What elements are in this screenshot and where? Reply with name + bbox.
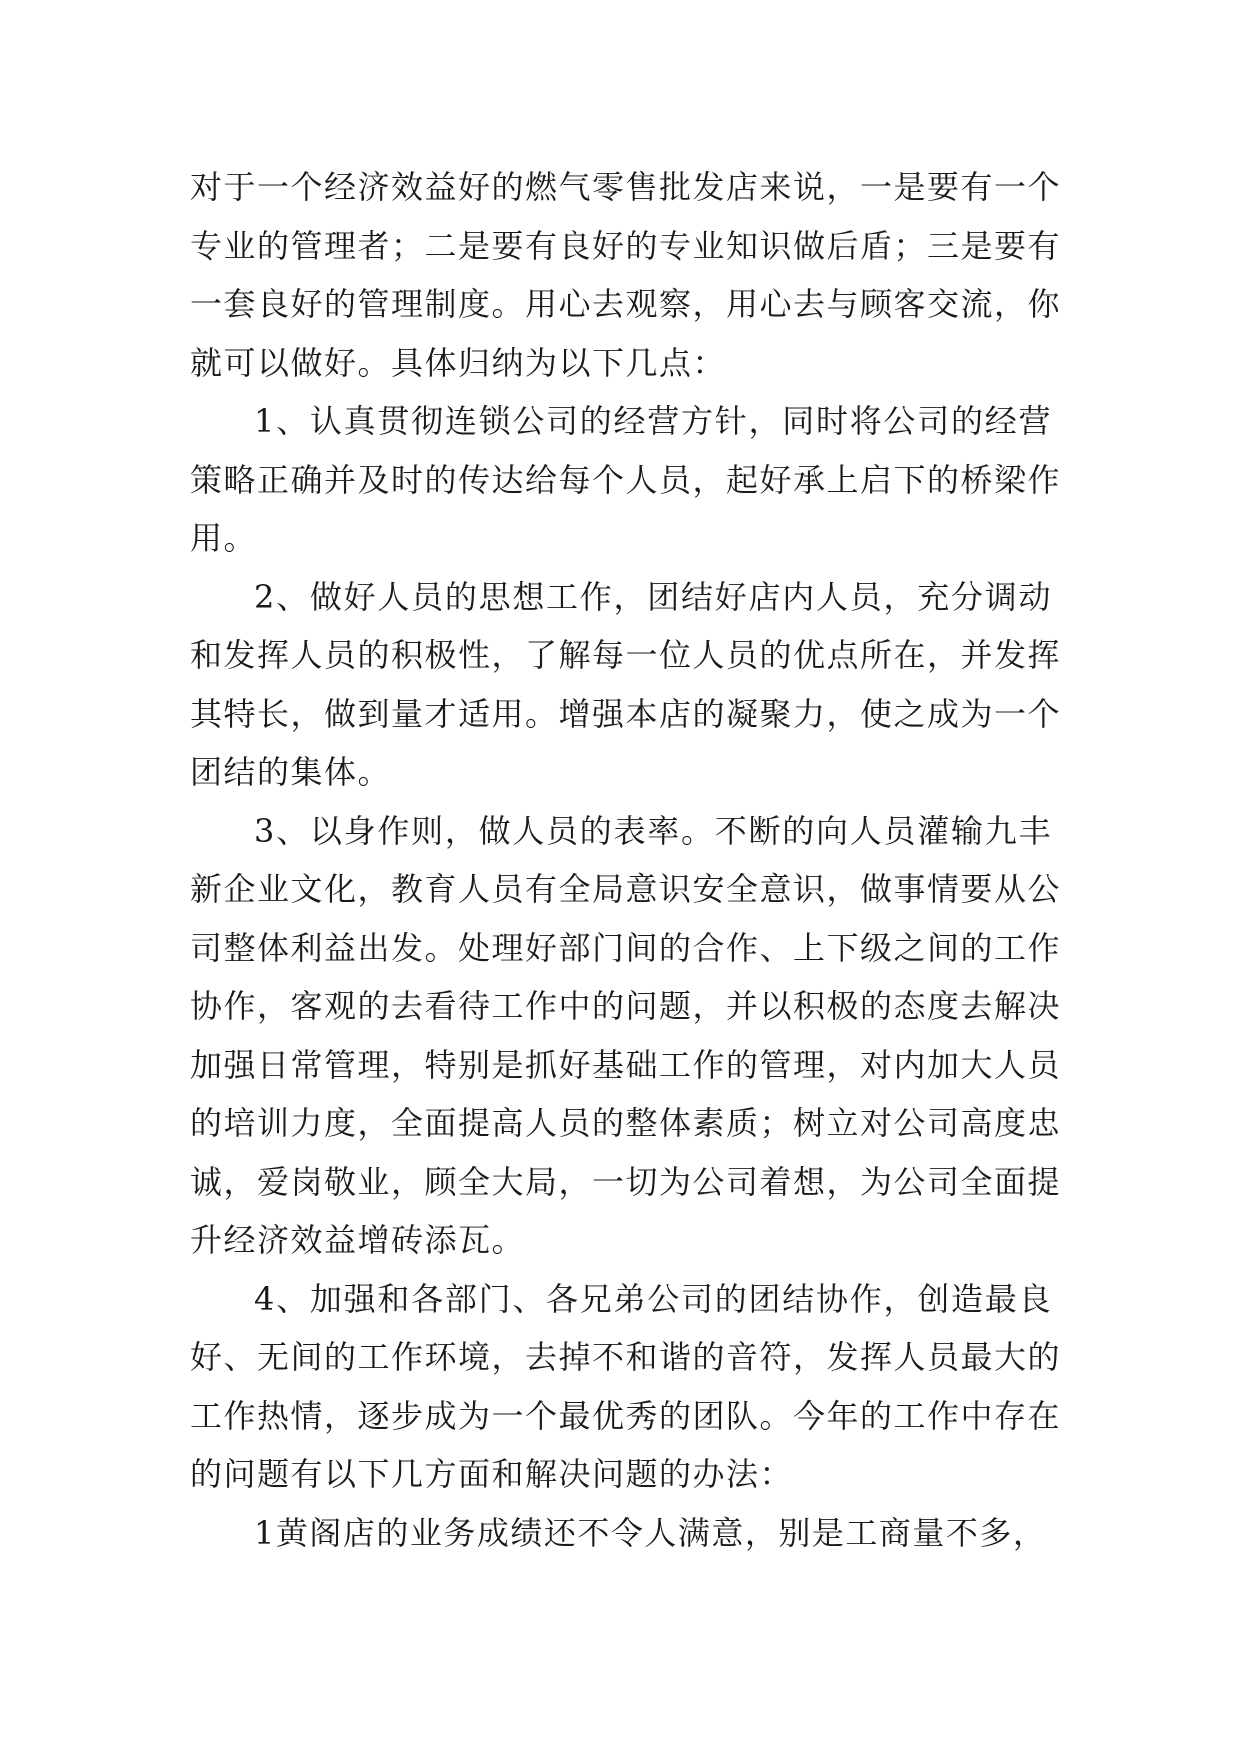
text-line: 诚，爱岗敬业，顾全大局，一切为公司着想，为公司全面提: [190, 1162, 1062, 1201]
text-line: 加强日常管理，特别是抓好基础工作的管理，对内加大人员: [190, 1045, 1062, 1084]
text-line: 和发挥人员的积极性，了解每一位人员的优点所在，并发挥: [190, 636, 1062, 674]
text-line: 专业的管理者；二是要有良好的专业知识做后盾；三是要有: [190, 226, 1062, 265]
text-line: 用。: [190, 519, 258, 557]
paragraph-intro: [190, 158, 1062, 392]
text-line: 新企业文化，教育人员有全局意识安全意识，做事情要从公: [190, 870, 1062, 908]
text-line: 对于一个经济效益好的燃气零售批发店来说，一是要有一个: [190, 168, 1062, 206]
text-line: 策略正确并及时的传达给每个人员，起好承上启下的桥梁作: [190, 460, 1062, 499]
text-line: 其特长，做到量才适用。增强本店的凝聚力，使之成为一个: [190, 694, 1062, 733]
text-line: 团结的集体。: [190, 753, 392, 791]
document-body: [190, 158, 1062, 1562]
text-line: 协作，客观的去看待工作中的问题，并以积极的态度去解决: [190, 987, 1062, 1025]
text-line: 司整体利益出发。处理好部门间的合作、上下级之间的工作: [190, 928, 1062, 967]
paragraph-problem-1: [190, 1504, 1052, 1563]
text-line: 3、以身作则，做人员的表率。不断的向人员灌输九丰: [254, 811, 1052, 850]
text-line: 好、无间的工作环境，去掉不和谐的音符，发挥人员最大的: [190, 1338, 1062, 1376]
text-line: 1、认真贯彻连锁公司的经营方针，同时将公司的经营: [254, 402, 1052, 440]
paragraph-item-3: [190, 802, 1062, 1270]
text-line: 的培训力度，全面提高人员的整体素质；树立对公司高度忠: [190, 1104, 1062, 1142]
text-line: 一套良好的管理制度。用心去观察，用心去与顾客交流，你: [190, 285, 1062, 323]
text-line: 工作热情，逐步成为一个最优秀的团队。今年的工作中存在: [190, 1396, 1062, 1435]
text-line: 的问题有以下几方面和解决问题的办法：: [190, 1455, 794, 1493]
text-line: 升经济效益增砖添瓦。: [190, 1221, 526, 1259]
paragraph-item-2: [190, 568, 1062, 802]
text-line: 2、做好人员的思想工作，团结好店内人员，充分调动: [254, 577, 1052, 616]
text-line: 4、加强和各部门、各兄弟公司的团结协作，创造最良: [254, 1279, 1052, 1318]
text-line: 1黄阁店的业务成绩还不令人满意，别是工商量不多，: [254, 1513, 1047, 1552]
paragraph-item-1: [190, 392, 1062, 568]
text-line: 就可以做好。具体归纳为以下几点：: [190, 343, 727, 382]
paragraph-item-4: [190, 1270, 1062, 1504]
